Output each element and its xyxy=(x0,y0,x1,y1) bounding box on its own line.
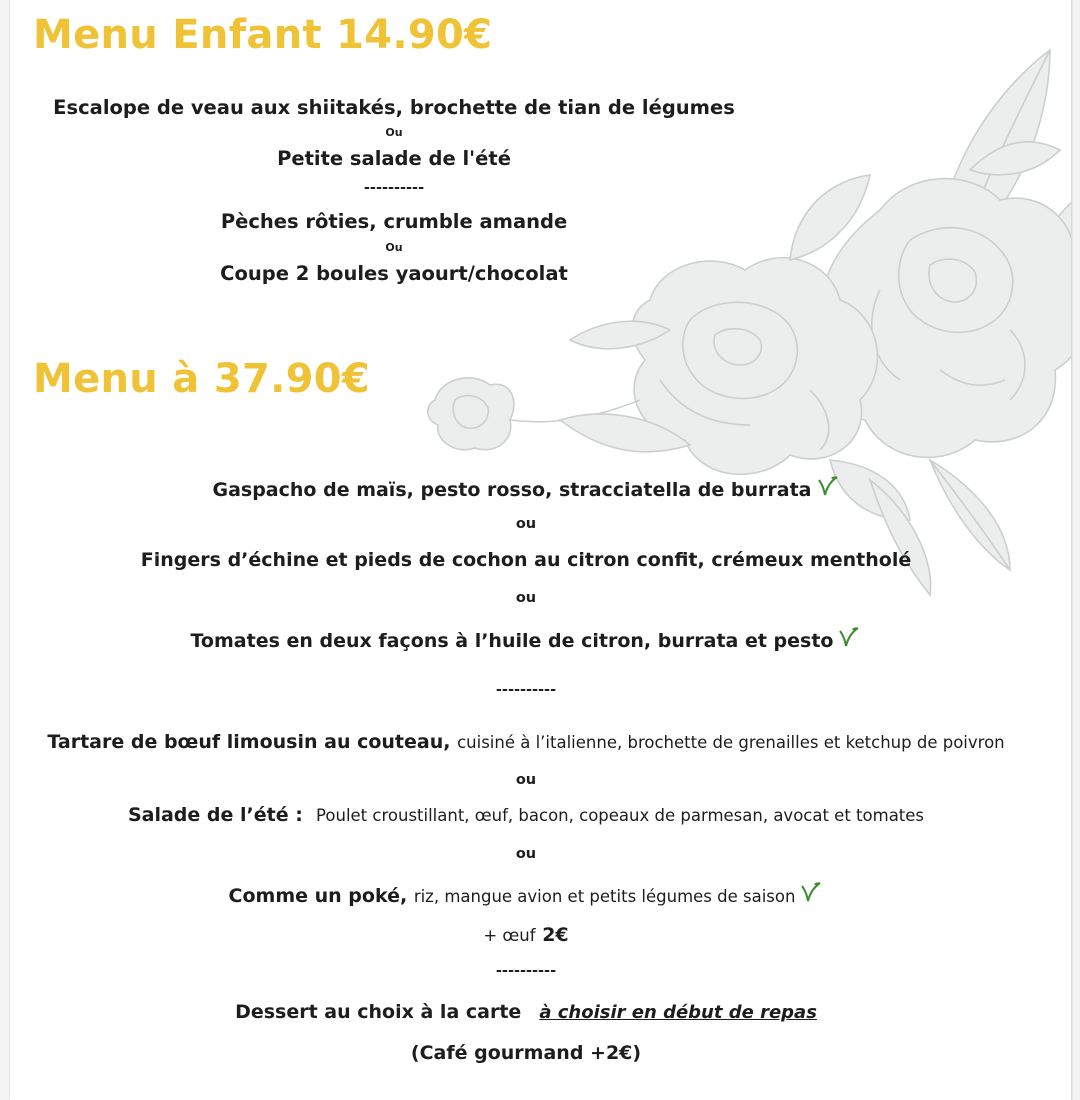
main-ou-1: ou xyxy=(515,772,537,788)
starter-3-text: Tomates en deux façons à l’huile de citron, burrata et pesto xyxy=(190,630,834,652)
enfant-ou-1: Ou xyxy=(385,126,403,139)
enfant-ou-2: Ou xyxy=(385,241,403,254)
leaf-icon xyxy=(837,625,861,649)
main-2 xyxy=(10,804,1042,826)
main-2-desc: Poulet croustillant, œuf, bacon, copeaux de parmesan, avocat et tomates xyxy=(316,806,925,825)
main-1-name: Tartare de bœuf limousin au couteau, xyxy=(47,731,451,753)
main-3-name: Comme un poké, xyxy=(228,885,408,907)
starter-1-text: Gaspacho de maïs, pesto rosso, stracciatella de burrata xyxy=(212,479,812,501)
menu-page xyxy=(10,0,1072,1100)
dessert-label: Dessert au choix à la carte xyxy=(235,1001,522,1023)
egg-extra-label: + œuf xyxy=(483,926,536,945)
enfant-main-1: Escalope de veau aux shiitakés, brochette de tian de légumes xyxy=(53,96,735,119)
egg-extra-price: 2€ xyxy=(542,924,569,946)
leaf-icon xyxy=(799,880,823,904)
menu-enfant-title: Menu Enfant 14.90€ xyxy=(33,12,493,58)
starter-ou-1: ou xyxy=(515,516,537,532)
starter-2: Fingers d’échine et pieds de cochon au citron confit, crémeux mentholé xyxy=(140,549,912,571)
main-ou-2: ou xyxy=(515,846,537,862)
egg-extra xyxy=(10,924,1042,946)
dessert-line xyxy=(10,1001,1042,1023)
leaf-icon xyxy=(816,474,840,498)
menu-adulte-title: Menu à 37.90€ xyxy=(33,356,370,402)
starter-3 xyxy=(10,625,1042,652)
main-3 xyxy=(10,880,1042,907)
main-3-desc: riz, mangue avion et petits légumes de saison xyxy=(413,887,796,906)
main-2-name: Salade de l’été : xyxy=(127,804,303,826)
starter-ou-2: ou xyxy=(515,590,537,606)
separator-2: ---------- xyxy=(495,963,557,979)
dessert-note: à choisir en début de repas xyxy=(539,1002,817,1023)
enfant-separator: ---------- xyxy=(363,180,425,196)
separator-1: ---------- xyxy=(495,682,557,698)
enfant-main-2: Petite salade de l'été xyxy=(277,147,511,170)
main-1-desc: cuisiné à l’italienne, brochette de grenailles et ketchup de poivron xyxy=(457,733,1005,752)
enfant-dessert-2: Coupe 2 boules yaourt/chocolat xyxy=(220,262,568,285)
starter-1 xyxy=(10,474,1042,501)
page-right-edge xyxy=(1071,0,1072,1100)
cafe-gourmand: (Café gourmand +2€) xyxy=(410,1042,642,1064)
main-1 xyxy=(10,731,1042,753)
enfant-dessert-1: Pèches rôties, crumble amande xyxy=(220,210,568,233)
